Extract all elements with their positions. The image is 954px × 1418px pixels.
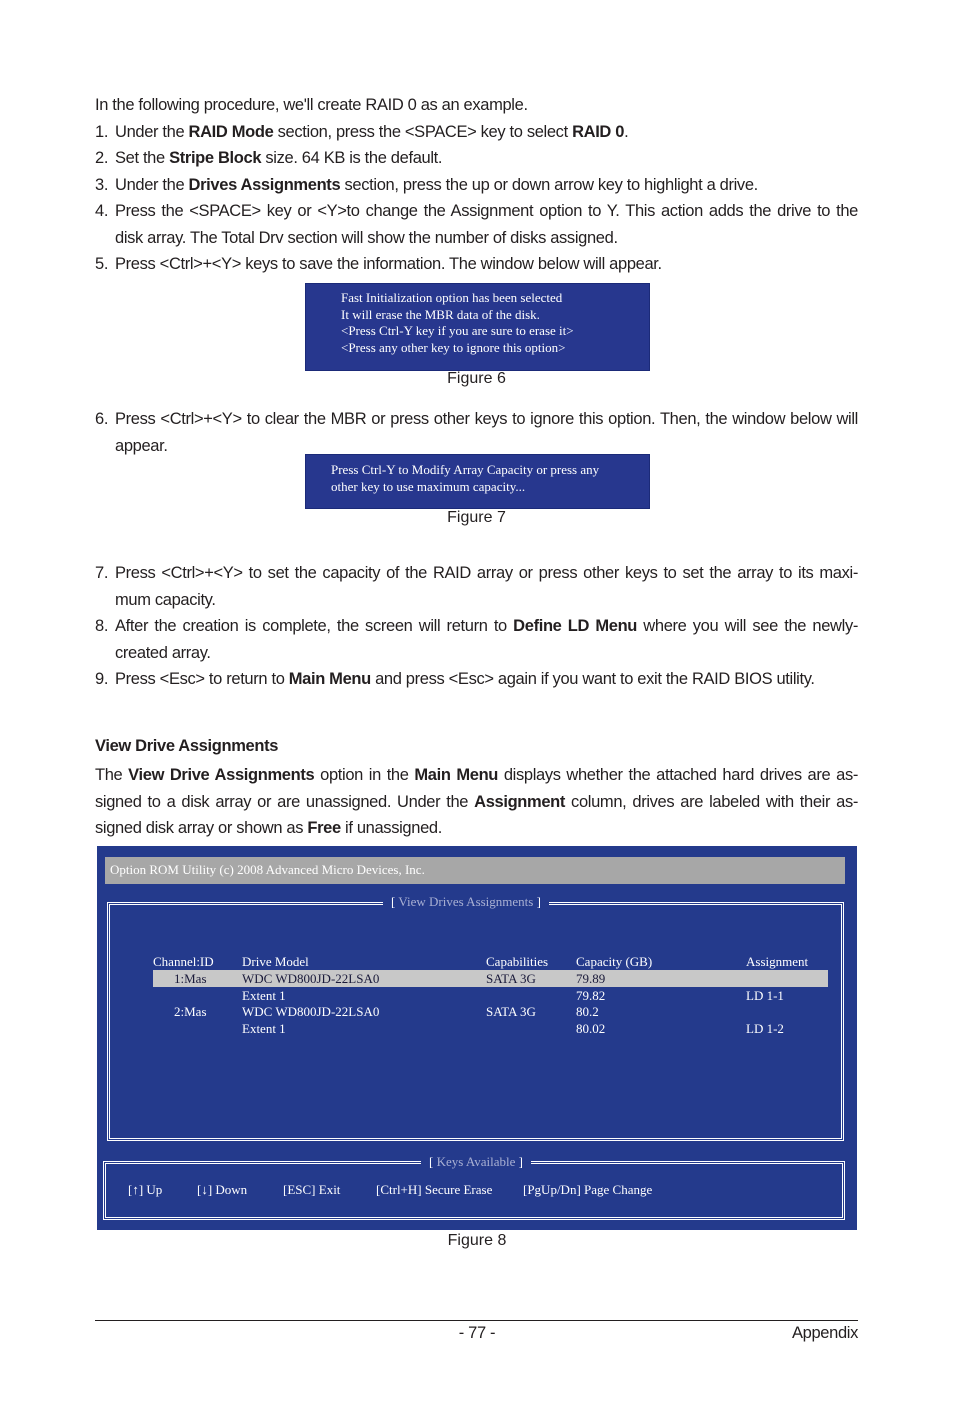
cell-drive-model[interactable]: Extent 1 [242,987,286,1003]
text-run: Press <Esc> to return to [115,670,289,688]
text-run: Set the [115,149,170,167]
bold-term: View Drive Assignments [128,766,315,784]
key-esc-hint: [ESC] Exit [283,1182,341,1197]
text-run: option in the [314,766,415,784]
text-run: Press <Ctrl>+<Y> to set the capacity of the RAID array or press other keys to set the array to its maxi-mum capacity. [115,564,858,609]
step-number: 1. [95,122,109,141]
bold-term: Define LD Menu [513,617,638,635]
intro-lead: In the following procedure, we'll create RAID 0 as an example. [95,96,528,114]
cell-capacity[interactable]: 80.2 [576,1004,599,1019]
step-item [95,613,858,666]
step-number: 2. [95,149,109,167]
bold-term: Main Menu [288,670,371,688]
text-run: if unassigned. [340,819,442,837]
step-text [115,202,858,247]
section-paragraph [95,762,858,842]
text-run: . [624,122,629,141]
step-number: 5. [95,255,109,273]
figure8-caption: Figure 8 [447,1232,507,1249]
col-header-model: Drive Model [242,954,309,969]
keys-panel-label: [ Keys Available ] [421,1154,531,1170]
col-header-capacity: Capacity (GB) [576,954,653,969]
step-text [115,149,442,167]
text-run: After the creation is complete, the screen will return to [115,617,514,635]
step-number: 4. [95,202,109,220]
step-6 [95,406,858,459]
cell-drive-model[interactable]: WDC WD800JD-22LSA0 [242,971,380,986]
step-item [95,172,858,199]
cell-capacity[interactable]: 80.02 [576,1020,606,1036]
bios-title: Option ROM Utility (c) 2008 Advanced Micro Devices, Inc. [110,862,425,877]
text-run: section, press the <SPACE> key to select [273,122,573,141]
drives-panel [107,902,844,1141]
step-text [115,670,815,688]
page-number: - 77 - [458,1324,496,1342]
step-item [95,251,858,278]
section-heading: View Drive Assignments [95,737,279,755]
cell-capacity[interactable]: 79.89 [576,971,606,986]
cell-assignment[interactable]: LD 1-2 [746,1020,784,1036]
figure7-dialog [305,454,650,509]
figure8-bios-screen [97,846,857,1230]
figure6-caption: Figure 6 [447,370,506,387]
figure6-line: Fast Initialization option has been selected [341,290,563,305]
figure7-line: other key to use maximum capacity... [331,478,526,494]
step-text [115,617,858,662]
figure6-line: <Press any other key to ignore this option> [341,340,566,356]
step-number: 7. [95,564,109,582]
key-down-hint: [↓] Down [197,1182,248,1197]
figure6-dialog [305,283,650,371]
steps-continued [95,560,858,693]
step-item [95,145,858,172]
bold-term: Assignment [474,792,566,811]
figure6-line: <Press Ctrl-Y key if you are sure to erase it> [341,323,574,339]
key-up-hint: [↑] Up [128,1182,163,1197]
text-run: where you will see the newly-created array. [115,617,858,662]
step-number: 6. [95,410,109,428]
step-text [115,123,628,141]
col-header-assignment: Assignment [746,954,809,969]
text-run: The [95,766,129,784]
text-run: Under the [115,122,189,141]
bold-term: Free [307,819,341,837]
bold-term: RAID 0 [572,122,625,141]
text-run: Under the [115,175,189,194]
text-run: Press <Ctrl>+<Y> keys to save the information. The window below will appear. [115,255,662,273]
cell-capabilities[interactable]: SATA 3G [486,971,536,986]
text-run: size. 64 KB is the default. [261,149,443,167]
step-text: Press <Ctrl>+<Y> to clear the MBR or press other keys to ignore this option. Then, the window below will appear. [115,410,858,455]
figure6-line: It will erase the MBR data of the disk. [341,306,540,322]
bold-term: Main Menu [414,766,499,784]
bold-term: Drives Assignments [188,175,341,194]
col-header-channel: Channel:ID [153,954,214,969]
footer-section: Appendix [791,1324,858,1342]
figure7-line: Press Ctrl-Y to Modify Array Capacity or press any [331,462,600,477]
cell-capabilities[interactable]: SATA 3G [486,1004,536,1019]
bold-term: Stripe Block [169,149,262,167]
cell-drive-model[interactable]: Extent 1 [242,1020,286,1036]
step-number: 8. [95,617,109,635]
text-run: column, drives are labeled with their as-signed disk array or shown as [95,792,858,837]
drives-panel-label: [ View Drives Assignments ] [383,894,549,910]
step-number: 3. [95,175,109,194]
steps-list [95,119,858,278]
bold-term: RAID Mode [188,122,274,141]
text-run: and press <Esc> again if you want to exit the RAID BIOS utility. [370,670,815,688]
cell-capacity[interactable]: 79.82 [576,987,606,1003]
step-item [95,119,858,146]
text-run: Press the <SPACE> key or <Y>to change the Assignment option to Y. This action adds the drive to the disk array. The Total Drv section will show the number of disks assigned. [115,202,858,247]
cell-channel[interactable]: 1:Mas [174,971,207,986]
key-page-change-hint: [PgUp/Dn] Page Change [523,1182,653,1197]
step-text [115,176,758,194]
figure7-caption: Figure 7 [447,509,506,526]
intro-block [95,92,858,278]
step-text [115,564,858,609]
bios-title-bar [105,857,845,884]
key-secure-erase-hint: [Ctrl+H] Secure Erase [376,1182,493,1197]
cell-assignment[interactable]: LD 1-1 [746,987,784,1003]
cell-drive-model[interactable]: WDC WD800JD-22LSA0 [242,1004,380,1019]
step-number: 9. [95,670,109,688]
step-item [95,198,858,251]
text-run: section, press the up or down arrow key to highlight a drive. [340,175,758,194]
step-item [95,666,858,693]
col-header-capabilities: Capabilities [486,954,549,969]
steps-list-continued [95,560,858,693]
cell-channel[interactable]: 2:Mas [174,1004,207,1019]
text-run: displays whether the attached hard drives are as-signed to a disk array or are unassigned. Under the [95,766,858,811]
step-item [95,560,858,613]
step-text [115,255,662,273]
